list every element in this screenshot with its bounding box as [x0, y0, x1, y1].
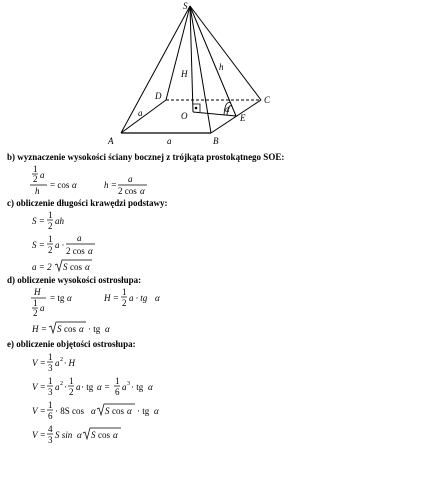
section-e-title: e) obliczenie objętości ostrosłupa: — [7, 339, 136, 349]
svg-text:1: 1 — [69, 376, 74, 386]
svg-text:α: α — [113, 430, 118, 440]
right-angle-dot — [195, 107, 197, 109]
e-eq4-lhs: V = — [32, 430, 46, 440]
d-eq1-one: 1 — [33, 298, 38, 308]
d-eq2-rhs: a · tg — [129, 293, 148, 303]
e-eq4-three: 3 — [48, 435, 53, 445]
svg-text:cos: cos — [64, 324, 76, 334]
b-eq2-lhs: h = — [104, 180, 117, 190]
e-eq3-six: 6 — [48, 411, 53, 421]
svg-text:a: a — [122, 382, 127, 392]
svg-text:a: a — [55, 358, 60, 368]
svg-text:cos: cos — [98, 430, 110, 440]
section-d-title: d) obliczenie wysokości ostrosłupa: — [7, 275, 142, 285]
svg-text:S: S — [91, 430, 96, 440]
svg-text:3: 3 — [127, 381, 130, 387]
label-apex-s: S — [183, 1, 188, 11]
label-point-e: E — [240, 113, 246, 123]
lateral-edge-sc — [190, 6, 261, 100]
d-eq1-rhs: = tg — [50, 293, 65, 303]
svg-text:S: S — [57, 324, 62, 334]
d-eq2-lhs: H = — [104, 293, 119, 303]
d-eq1-H: H — [34, 287, 41, 297]
e-eq3-rhs: · 8S cos — [55, 406, 84, 416]
svg-text:1: 1 — [48, 376, 53, 386]
label-vertex-d: D — [155, 91, 162, 101]
svg-text:2: 2 — [60, 357, 63, 363]
e-eq1-three: 3 — [48, 363, 53, 373]
svg-text:α: α — [91, 406, 96, 416]
svg-text:α: α — [155, 293, 160, 303]
svg-text:a: a — [76, 382, 81, 392]
svg-text:α: α — [85, 262, 90, 272]
b-eq1-h: h — [35, 186, 40, 196]
base-edge-ad — [121, 100, 166, 133]
svg-text:S: S — [63, 262, 68, 272]
lateral-edge-sb — [190, 6, 211, 133]
d-eq3-lhs: H = — [32, 324, 47, 334]
c-eq1-rhs: ah — [55, 216, 64, 226]
d-eq2-two: 2 — [122, 298, 127, 308]
c-eq2-lhs: S = — [32, 240, 45, 250]
svg-text:2: 2 — [69, 387, 74, 397]
section-b-title: b) wyznaczenie wysokości ściany bocznej z trójkąta prostokątnego SOE: — [7, 152, 285, 162]
d-eq1-a: a — [40, 303, 45, 313]
lateral-edge-sa — [121, 6, 190, 133]
label-vertex-a: A — [108, 136, 114, 146]
label-vertex-b: B — [213, 136, 219, 146]
e-eq3-one: 1 — [48, 400, 53, 410]
svg-text:2: 2 — [60, 381, 63, 387]
b-eq1-two: 2 — [33, 174, 38, 184]
svg-text:a: a — [55, 382, 60, 392]
c-eq2-alpha: α — [88, 246, 93, 256]
label-apothem-h: h — [219, 62, 224, 72]
svg-text:cos: cos — [70, 262, 82, 272]
c-eq1-lhs: S = — [32, 216, 45, 226]
svg-text:3: 3 — [48, 387, 53, 397]
label-side-a: a — [138, 108, 143, 118]
label-height-h: H — [181, 69, 188, 79]
svg-text:α: α — [67, 293, 72, 303]
c-eq2-a: a · — [55, 240, 64, 250]
section-b — [7, 152, 284, 196]
e-eq1-lhs: V = — [32, 358, 46, 368]
label-center-o: O — [181, 111, 188, 121]
e-eq2-res-six: 6 — [115, 387, 120, 397]
b-eq1-rhs: = cos — [50, 180, 70, 190]
svg-text:α: α — [77, 430, 82, 440]
label-angle-alpha: α — [225, 104, 230, 114]
d-eq2-one: 1 — [122, 287, 127, 297]
c-eq2-one: 1 — [48, 234, 53, 244]
c-eq2-two: 2 — [48, 245, 53, 255]
b-eq1-alpha: α — [72, 180, 77, 190]
c-eq1-one: 1 — [48, 210, 53, 220]
svg-text:·: · — [64, 382, 67, 392]
e-eq4-four: 4 — [48, 424, 53, 434]
section-c-title: c) obliczenie długości krawędzi podstawy: — [7, 198, 168, 208]
b-eq1-one: 1 — [33, 164, 38, 174]
section-c — [7, 198, 168, 272]
lateral-edge-sd — [166, 6, 190, 100]
b-eq2-alpha: α — [140, 186, 145, 196]
b-eq2-num: a — [128, 174, 133, 184]
d-eq1-two: 2 — [33, 308, 38, 318]
e-eq2-mid: · tg — [81, 382, 94, 392]
svg-text:S: S — [105, 406, 110, 416]
figure-labels — [107, 1, 271, 146]
b-eq1-var-a: a — [40, 170, 45, 180]
d-eq3-rhs: · tg — [88, 324, 101, 334]
svg-text:α: α — [148, 382, 153, 392]
e-eq3-lhs: V = — [32, 406, 46, 416]
svg-text:α: α — [127, 406, 132, 416]
e-eq2-res-one: 1 — [115, 376, 120, 386]
base-edge-bc — [211, 100, 261, 133]
c-eq1-two: 2 — [48, 221, 53, 231]
e-eq2-res: · tg — [131, 382, 144, 392]
svg-text:cos: cos — [112, 406, 124, 416]
c-eq3: a = 2 — [32, 262, 52, 272]
c-eq2-num: a — [77, 233, 82, 243]
svg-text:α: α — [154, 406, 159, 416]
e-eq2-lhs: V = — [32, 382, 46, 392]
svg-text:α =: α = — [97, 382, 111, 392]
svg-text:α: α — [79, 324, 84, 334]
section-d — [7, 275, 160, 334]
svg-text:α: α — [105, 324, 110, 334]
label-base-a: a — [167, 136, 172, 146]
b-eq2-den: 2 cos — [118, 186, 137, 196]
e-eq1-rhs: · H — [64, 358, 75, 368]
c-eq2-den: 2 cos — [66, 246, 85, 256]
label-vertex-c: C — [264, 95, 271, 105]
section-e — [7, 339, 159, 445]
svg-text:· tg: · tg — [137, 406, 150, 416]
e-eq1-one: 1 — [48, 352, 53, 362]
e-eq4-rhs: S sin — [55, 430, 73, 440]
